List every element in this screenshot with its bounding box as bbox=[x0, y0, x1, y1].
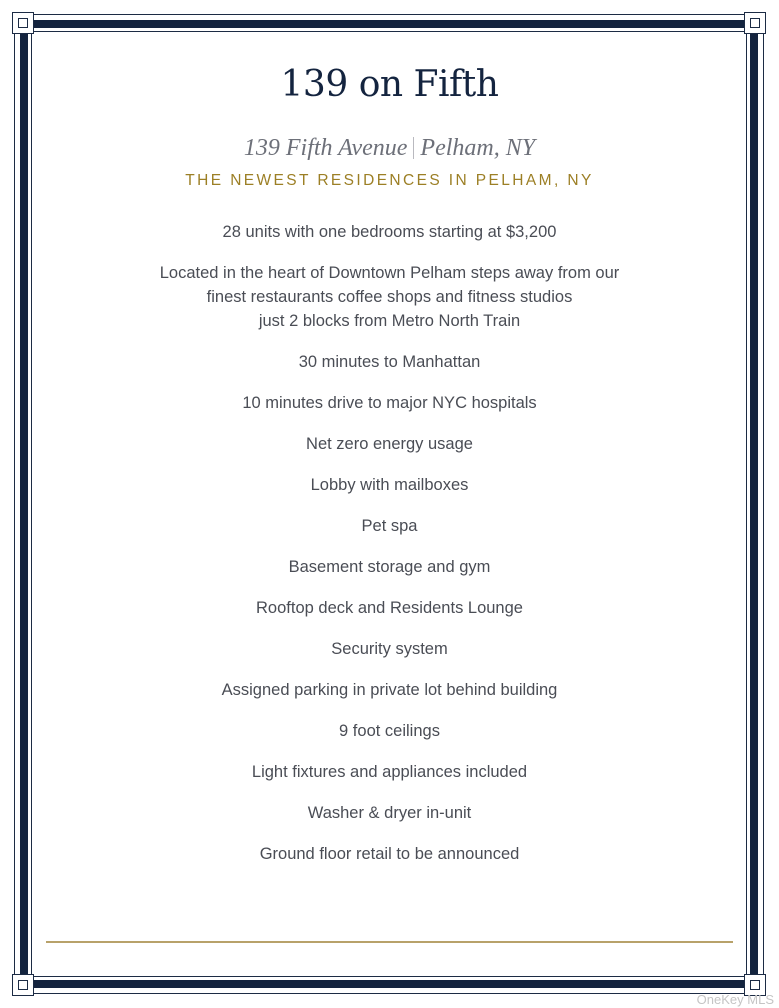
feature-item: 10 minutes drive to major NYC hospitals bbox=[242, 394, 537, 412]
feature-item: Assigned parking in private lot behind building bbox=[221, 681, 558, 699]
feature-item: Net zero energy usage bbox=[306, 435, 473, 453]
address-city: Pelham, NY bbox=[420, 135, 536, 161]
feature-item: Rooftop deck and Residents Lounge bbox=[256, 599, 523, 617]
gold-divider bbox=[46, 941, 733, 943]
corner-ornament-top-left bbox=[12, 12, 34, 34]
feature-item: Light fixtures and appliances included bbox=[251, 763, 528, 781]
feature-item: Pet spa bbox=[361, 517, 418, 535]
feature-item: Washer & dryer in-unit bbox=[307, 804, 472, 822]
feature-line: just 2 blocks from Metro North Train bbox=[258, 312, 521, 330]
watermark: OneKey MLS bbox=[696, 992, 774, 1007]
feature-item: 30 minutes to Manhattan bbox=[298, 353, 481, 371]
flyer-content bbox=[40, 40, 739, 883]
address-line bbox=[40, 135, 739, 162]
feature-line: finest restaurants coffee shops and fitness studios bbox=[206, 288, 573, 306]
feature-item: Ground floor retail to be announced bbox=[259, 845, 520, 863]
corner-ornament-top-right bbox=[744, 12, 766, 34]
tagline: THE NEWEST RESIDENCES IN PELHAM, NY bbox=[185, 172, 594, 189]
address-divider bbox=[413, 137, 414, 159]
feature-line: Located in the heart of Downtown Pelham steps away from our bbox=[159, 264, 620, 282]
corner-ornament-bottom-left bbox=[12, 974, 34, 996]
address-street: 139 Fifth Avenue bbox=[243, 135, 408, 161]
page-title: 139 on Fifth bbox=[280, 64, 499, 105]
feature-item: 9 foot ceilings bbox=[339, 722, 440, 740]
feature-item bbox=[40, 261, 739, 333]
feature-item: Security system bbox=[331, 640, 448, 658]
feature-item: Lobby with mailboxes bbox=[310, 476, 469, 494]
feature-list bbox=[40, 220, 739, 866]
feature-item: 28 units with one bedrooms starting at $3,200 bbox=[222, 223, 557, 241]
feature-item: Basement storage and gym bbox=[288, 558, 491, 576]
